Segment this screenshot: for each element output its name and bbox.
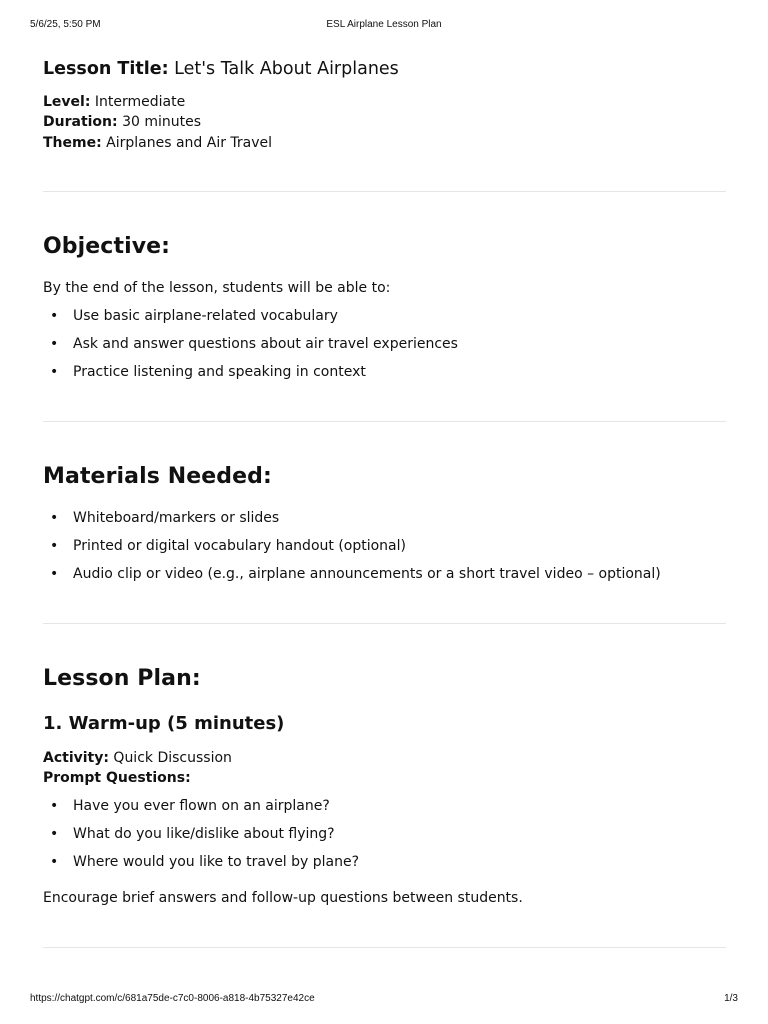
list-item-text: Audio clip or video (e.g., airplane announcements or a short travel video – optional) (73, 566, 661, 582)
objective-lead: By the end of the lesson, students will be able to: (43, 280, 391, 296)
theme-value: Airplanes and Air Travel (101, 135, 273, 151)
bullet-icon: • (50, 566, 59, 582)
list-item (43, 796, 330, 816)
bullet-icon: • (50, 538, 59, 554)
section-divider (43, 947, 726, 948)
level-line (43, 92, 185, 112)
activity-value: Quick Discussion (108, 750, 232, 766)
warmup-heading: 1. Warm-up (5 minutes) (43, 713, 285, 734)
objective-heading: Objective: (43, 234, 171, 259)
prompt-questions-label (43, 768, 191, 788)
duration-label: Duration: (43, 114, 118, 130)
print-url: https://chatgpt.com/c/681a75de-c7c0-8006-a818-4b75327e42ce (30, 993, 315, 1004)
list-item (43, 564, 661, 584)
bullet-icon: • (50, 336, 59, 352)
list-item-text: Practice listening and speaking in context (73, 364, 366, 380)
lesson-title (43, 57, 399, 81)
bullet-icon: • (50, 364, 59, 380)
section-divider (43, 191, 726, 192)
warmup-note: Encourage brief answers and follow-up questions between students. (43, 890, 523, 906)
activity-line (43, 748, 232, 768)
list-item (43, 536, 406, 556)
level-value: Intermediate (90, 94, 186, 110)
list-item-text: Whiteboard/markers or slides (73, 510, 280, 526)
theme-line (43, 133, 272, 153)
lesson-title-value: Let's Talk About Airplanes (168, 59, 399, 79)
print-title: ESL Airplane Lesson Plan (326, 19, 442, 30)
theme-label: Theme: (43, 135, 102, 151)
page-number: 1/3 (724, 993, 738, 1004)
bullet-icon: • (50, 510, 59, 526)
prompt-questions-label-text: Prompt Questions: (43, 770, 191, 786)
list-item (43, 306, 338, 326)
section-divider (43, 623, 726, 624)
list-item (43, 852, 359, 872)
bullet-icon: • (50, 854, 59, 870)
print-datetime: 5/6/25, 5:50 PM (30, 19, 101, 30)
lesson-plan-heading: Lesson Plan: (43, 666, 201, 691)
bullet-icon: • (50, 798, 59, 814)
list-item-text: Where would you like to travel by plane? (73, 854, 360, 870)
duration-line (43, 112, 201, 132)
list-item-text: Printed or digital vocabulary handout (optional) (73, 538, 406, 554)
list-item-text: Use basic airplane-related vocabulary (73, 308, 338, 324)
print-footer (30, 993, 738, 1007)
lesson-title-label: Lesson Title: (43, 59, 169, 79)
list-item-text: What do you like/dislike about flying? (73, 826, 335, 842)
materials-heading: Materials Needed: (43, 464, 272, 489)
list-item (43, 334, 458, 354)
list-item (43, 508, 279, 528)
section-divider (43, 421, 726, 422)
print-header (30, 19, 738, 33)
bullet-icon: • (50, 826, 59, 842)
list-item-text: Ask and answer questions about air travel experiences (73, 336, 458, 352)
level-label: Level: (43, 94, 91, 110)
list-item-text: Have you ever flown on an airplane? (73, 798, 330, 814)
list-item (43, 362, 366, 382)
activity-label: Activity: (43, 750, 109, 766)
duration-value: 30 minutes (117, 114, 202, 130)
list-item (43, 824, 335, 844)
bullet-icon: • (50, 308, 59, 324)
